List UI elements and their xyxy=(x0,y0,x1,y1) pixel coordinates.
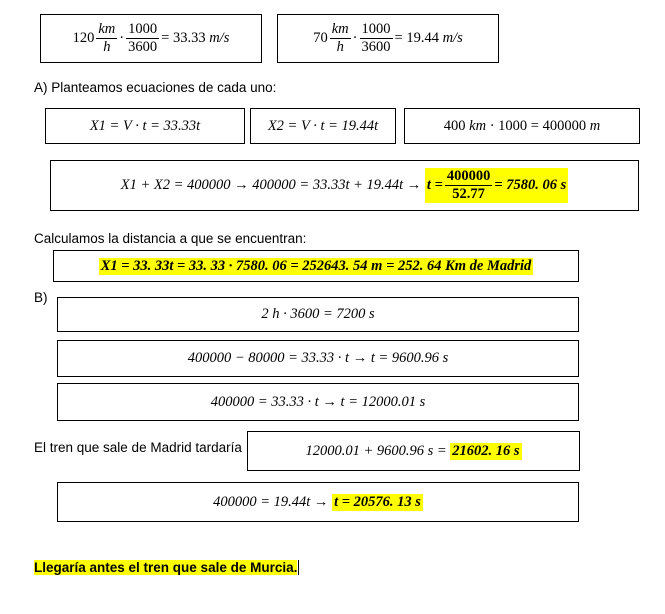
conversion-equation-2: 70 $\frac{km}{h}$ · $\frac{1000}{3600}$ = 19.44 m/s xyxy=(313,20,463,55)
conclusion-text: Llegaría antes el tren que sale de Murcia. xyxy=(34,560,298,575)
fraction-1000-3600: $\frac{1000}{3600}$ xyxy=(361,20,391,55)
equation-sum-result-highlight: t = $\frac{400000}{52.77}$ = 7580. 06 s xyxy=(426,167,567,202)
equation-b3-box xyxy=(57,383,579,421)
equation-meeting: X1 = 33. 33t = 33. 33 · 7580. 06 = 252643. 54 m = 252. 64 Km de Madrid xyxy=(100,257,532,274)
conclusion xyxy=(34,560,299,575)
equation-murcia-box xyxy=(57,482,579,522)
text-cursor xyxy=(298,560,299,575)
label-madrid: El tren que sale de Madrid tardaría xyxy=(34,440,242,455)
equation-b2: 400000 − 80000 = 33.33 · t → t = 9600.96 s xyxy=(187,350,449,366)
equation-x2: X2 = V · t = 19.44t xyxy=(267,117,379,134)
equation-murcia: 400000 = 19.44t → xyxy=(213,493,333,510)
equation-b3: 400000 = 33.33 · t → t = 12000.01 s xyxy=(210,393,426,410)
equation-sum-box xyxy=(50,160,639,211)
fraction-1000-3600: $\frac{1000}{3600}$ xyxy=(128,20,158,55)
equation-sum: X1 + X2 = 400000 → 400000 = 33.33t + 19.44t → t = $\frac{400000}{52.77}$ = 7580. 06 s xyxy=(120,167,567,202)
equation-x1-box xyxy=(45,108,245,144)
heading-a: A) Planteamos ecuaciones de cada uno: xyxy=(34,80,277,95)
conversion-box-1 xyxy=(40,14,262,63)
heading-distance: Calculamos la distancia a que se encuentran: xyxy=(34,231,307,246)
equation-madrid-result: 21602. 16 s xyxy=(452,442,520,459)
equation-x1: X1 = V · t = 33.33t xyxy=(89,117,201,134)
equation-b1: 2 h · 3600 = 7200 s xyxy=(261,306,375,322)
equation-meeting-box xyxy=(53,250,579,282)
equation-distance: 400 km · 1000 = 400000 m xyxy=(443,117,601,134)
equation-b1-box xyxy=(57,297,579,332)
equation-madrid: 12000.01 + 9600.96 s = xyxy=(305,442,451,459)
fraction-km-h: $\frac{km}{h}$ xyxy=(331,20,349,55)
equation-distance-box xyxy=(404,108,640,144)
conversion-equation-1: 120 $\frac{km}{h}$ · $\frac{1000}{3600}$ = 33.33 m/s xyxy=(72,20,230,55)
speed-value: 70 xyxy=(313,30,328,46)
heading-b: B) xyxy=(34,290,48,305)
equation-murcia-result: t = 20576. 13 s xyxy=(334,493,421,510)
conversion-box-2 xyxy=(277,14,499,63)
equation-x2-box xyxy=(250,108,396,144)
equation-madrid-box xyxy=(247,431,580,471)
equation-b2-box xyxy=(57,340,579,377)
fraction-km-h: $\frac{km}{h}$ xyxy=(98,20,116,55)
speed-value: 120 xyxy=(72,30,95,46)
fraction-400000-52-77: $\frac{400000}{52.77}$ xyxy=(446,167,491,202)
